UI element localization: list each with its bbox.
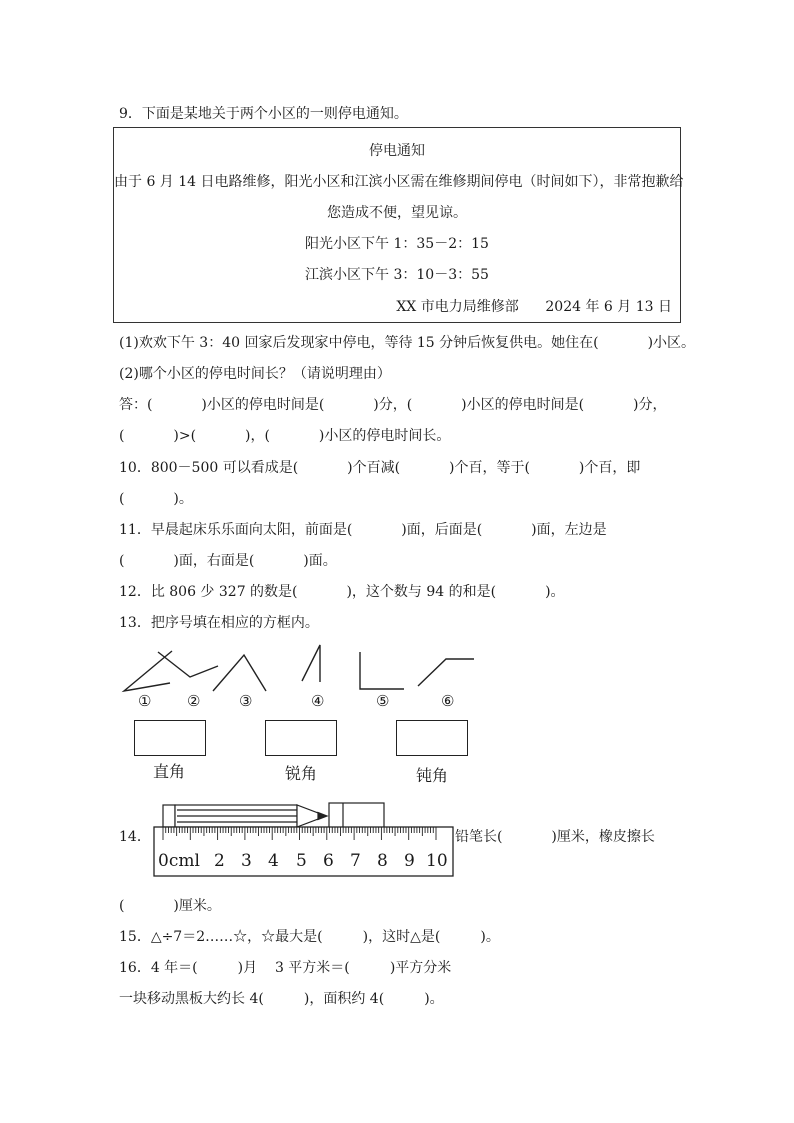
ruler-label-7: 7: [350, 851, 361, 871]
right-angle-label: 直角: [153, 762, 186, 781]
q9-answer-line-1: 答：( )小区的停电时间是( )分，( )小区的停电时间是( )分，: [119, 397, 667, 413]
q9-answer-line-2: ( )>( )，( )小区的停电时间长。: [119, 428, 451, 444]
q12-text: 12．比 806 少 327 的数是( )，这个数与 94 的和是( )。: [119, 584, 565, 600]
ruler-label-4: 4: [268, 851, 279, 871]
q14-text-2: ( )厘米。: [119, 898, 221, 914]
ruler-label-6: 6: [323, 851, 334, 871]
ruler-label-0: 0cml: [158, 851, 200, 871]
ruler-label-8: 8: [377, 851, 388, 871]
notice-line-3: 阳光小区下午 1：35－2：15: [305, 236, 489, 252]
q9-sub1: (1)欢欢下午 3：40 回家后发现家中停电，等待 15 分钟后恢复供电。她住在( )小区。: [119, 335, 696, 351]
notice-title: 停电通知: [369, 143, 425, 159]
angle-label-2: ②: [187, 692, 201, 710]
q15-text: 15．△÷7＝2……☆，☆最大是( )，这时△是( )。: [119, 929, 500, 945]
q11-line-2: ( )面，右面是( )面。: [119, 553, 337, 569]
ruler-label-10: 10: [426, 851, 448, 871]
notice-line-2: 您造成不便，望见谅。: [327, 205, 467, 221]
q14-number: 14．: [119, 829, 151, 845]
q9-stem: 9．下面是某地关于两个小区的一则停电通知。: [119, 106, 408, 122]
ruler-label-3: 3: [241, 851, 252, 871]
q16-line-1: 16．4 年＝( )月 3 平方米＝( )平方分米: [119, 960, 452, 976]
obtuse-angle-label: 钝角: [416, 766, 449, 785]
q9-sub2: (2)哪个小区的停电时间长？（请说明理由）: [119, 366, 391, 382]
ruler-label-9: 9: [404, 851, 415, 871]
pencil: [163, 805, 327, 827]
eraser: [329, 803, 384, 828]
angle-label-6: ⑥: [441, 692, 455, 710]
notice-line-4: 江滨小区下午 3：10－3：55: [305, 267, 489, 283]
q10-line-2: ( )。: [119, 491, 193, 507]
angle-label-1: ①: [138, 692, 152, 710]
angle-label-3: ③: [239, 692, 253, 710]
q11-line-1: 11．早晨起床乐乐面向太阳，前面是( )面，后面是( )面，左边是: [119, 522, 607, 538]
ruler-label-2: 2: [214, 851, 225, 871]
ruler-label-5: 5: [296, 851, 307, 871]
acute-angle-label: 锐角: [285, 764, 318, 783]
angle-label-5: ⑤: [376, 692, 390, 710]
notice-signature: XX 市电力局维修部 2024 年 6 月 13 日: [396, 299, 672, 315]
q16-line-2: 一块移动黑板大约长 4( )，面积约 4( )。: [119, 991, 444, 1007]
q13-stem: 13．把序号填在相应的方框内。: [119, 615, 319, 631]
q10-line-1: 10．800－500 可以看成是( )个百减( )个百，等于( )个百，即: [119, 460, 641, 476]
notice-line-1: 由于 6 月 14 日电路维修，阳光小区和江滨小区需在维修期间停电（时间如下），非常抱歉给: [114, 174, 684, 190]
q14-text-1: 铅笔长( )厘米，橡皮擦长: [455, 829, 655, 845]
angle-label-4: ④: [311, 692, 325, 710]
